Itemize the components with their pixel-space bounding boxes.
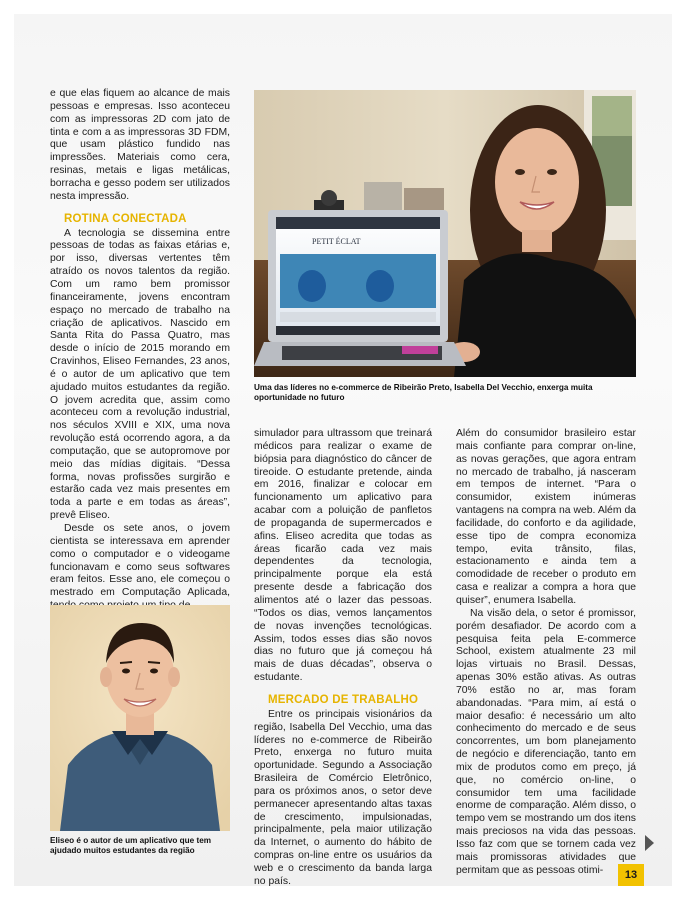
paragraph: simulador para ultrassom que treinará médicos para realizar o exame de biópsia para diagnóstico do câncer de tireoide. O estudante pretende, ainda em 2016, finalizar e colocar em funcionamento um aplicativo para acabar com a poluição de panfletos de propaganda de supermercados e afins. Eliseo acredita que todas as áreas ficarão cada vez mais dependentes da tecnologia, principalmente porque ela está presente desde a fabricação dos alimentos até o lazer das pessoas. “Todos os dias, vemos lançamentos de novas invenções tecnológicas. Assim, todos esses dias são novos dias no futuro que já começou há mais de duas décadas”, observa o estudante. xyxy=(254,428,432,684)
paragraph: Na visão dela, o setor é promissor, porém desafiador. De acordo com a pesquisa feita pela E-commerce School, existem atualmente 23 mil lojas virtuais no Brasil. Dessas, apenas 30% estão ativas. As outras 70% estão no ar, mas foram abandonadas. “Para mim, aí está o maior desafio: é necessário um alto conhecimento do mercado e de seus concorrentes, um bom planejamento de negócio e diferenciação, tanto em mix de produtos como em preço, já que, no comércio on-line, o consumidor tem uma facilidade enorme de comparação. Além disso, o tempo vem se mostrando um dos itens mais preciosos na vida das pessoas. Isso faz com que se tornem cada vez mais promissoras atividades que permitam que as pessoas otimi- xyxy=(456,607,636,876)
paragraph: Além do consumidor brasileiro estar mais confiante para comprar on-line, as novas gerações, que agora entram no mercado de trabalho, já nasceram em tempos de internet. “Para o consumidor, existem inúmeras vantagens na compra na web. Além da facilidade, do conforto e da agilidade, esse tipo de compra economiza tempo, evita trânsito, filas, estacionamento e ainda tem a comodidade de receber o produto em casa e realizar a compra a hora que quiser”, enumera Isabella. xyxy=(456,428,636,606)
column-3-text xyxy=(456,428,636,878)
eliseo-photo-caption: Eliseo é o autor de um aplicativo que tem ajudado muitos estudantes da região xyxy=(50,836,212,856)
isabella-photo-caption: Uma das líderes no e-commerce de Ribeirão Preto, Isabella Del Vecchio, enxerga muita oportunidade no futuro xyxy=(254,383,593,403)
eliseo-photo xyxy=(50,605,230,831)
isabella-photo xyxy=(254,90,636,377)
page-number: 13 xyxy=(618,864,644,886)
paragraph: Desde os sete anos, o jovem cientista se interessava em aprender como o computador e o videogame funcionavam e como seus softwares eram feitos. Esse ano, ele começou o mestrado em Computação Aplicada, xyxy=(50,523,230,599)
section-heading: MERCADO DE TRABALHO xyxy=(268,693,419,706)
next-page-arrow-icon[interactable] xyxy=(645,835,654,851)
paragraph: e que elas fiquem ao alcance de mais pessoas e empresas. Isso aconteceu com as impressoras 2D com jato de tinta e com a as impressoras 3D FDM, que usam plástico fundido nas impressões. Materiais como cera, resinas, metais e ligas metálicas, borracha e gesso podem ser utilizados nesta impressão. xyxy=(50,88,230,202)
paragraph: Entre os principais visionários da região, Isabella Del Vecchio, uma das líderes no e-commerce de Ribeirão Preto, enxerga no futuro muita oportunidade. Segundo a Associação Brasileira de Comércio Eletrônico, para os próximos anos, o setor deve permanecer apresentando altas taxas de crescimento, impulsionadas, principalmente, pela maior utilização da Internet, o aumento do hábito de compras on-line entre os usuários da web e o crescimento da banda larga no país. xyxy=(254,708,432,887)
column-1-text xyxy=(50,88,230,613)
paragraph: A tecnologia se dissemina entre pessoas de todas as faixas etárias e, por isso, diversas vertentes têm atraído os novos talentos da região. Com um ramo bem promissor financeiramente, jovens encontram espaço no mercado de trabalho na criação de aplicativos. Nascido em Santa Rita do Passa Quatro, mas desde o início de 2015 morando em Cravinhos, Eliseo Fernandes, 23 anos, é o autor de um aplicativo que tem ajudado muitos estudantes da região. O jovem acredita que, assim como aconteceu com a revolução industrial, nos séculos XVIII e XIX, uma nova revolução está ocorrendo agora, a da computação, que se autopromove por meio das mídias digitais. “Dessa forma, novas profissões surgirão e estarão cada vez mais presentes em toda a parte e em todas as áreas”, prevê Eliseo. xyxy=(50,227,230,522)
section-heading: ROTINA CONECTADA xyxy=(64,212,187,225)
laptop-site-name: PETIT ÉCLAT xyxy=(312,237,361,246)
column-2-text xyxy=(254,428,432,889)
